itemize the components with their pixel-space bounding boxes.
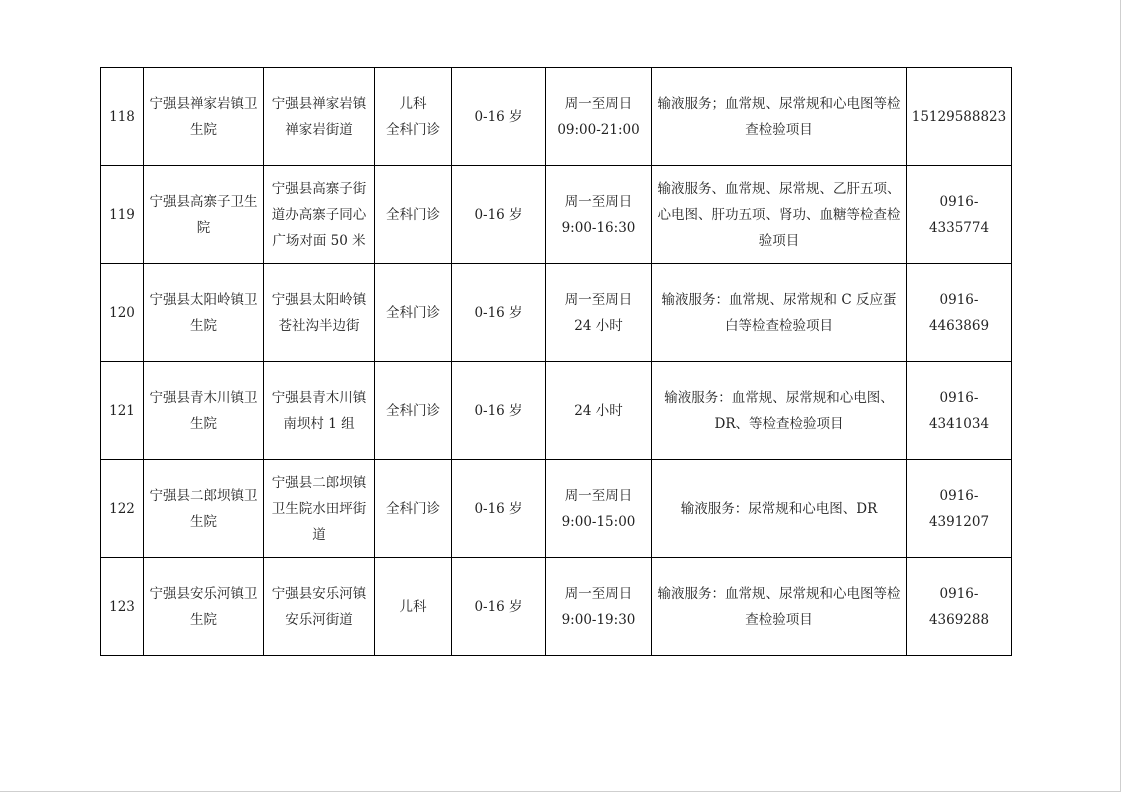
row-number-cell (101, 460, 144, 558)
department-cell (375, 362, 452, 460)
clinic-address: 宁强县青木川镇南坝村 1 组 (271, 389, 367, 432)
department: 儿科 全科门诊 (386, 95, 440, 138)
department-cell (375, 460, 452, 558)
age-range: 0-16 岁 (474, 402, 523, 419)
clinic-name-cell (144, 558, 264, 656)
phone-number: 0916-4341034 (928, 389, 990, 432)
opening-hours: 周一至周日 9:00-19:30 (561, 585, 636, 628)
age-range-cell (452, 68, 546, 166)
row-number: 119 (109, 206, 135, 223)
row-number-cell (101, 166, 144, 264)
department: 全科门诊 (386, 304, 440, 321)
services: 输液服务：尿常规和心电图、DR (680, 500, 878, 517)
services-cell (652, 558, 907, 656)
phone-number-cell (907, 166, 1012, 264)
department-cell (375, 558, 452, 656)
services-cell (652, 362, 907, 460)
clinic-name: 宁强县太阳岭镇卫生院 (149, 291, 258, 334)
opening-hours-cell (546, 166, 652, 264)
department: 全科门诊 (386, 206, 440, 223)
table-row (101, 166, 1012, 264)
clinic-address-cell (264, 264, 375, 362)
age-range: 0-16 岁 (474, 598, 523, 615)
clinic-name: 宁强县高寨子卫生院 (149, 193, 258, 236)
phone-number: 0916-4463869 (928, 291, 990, 334)
clinic-address: 宁强县太阳岭镇苍社沟半边街 (271, 291, 367, 334)
age-range-cell (452, 558, 546, 656)
row-number-cell (101, 68, 144, 166)
clinic-name-cell (144, 460, 264, 558)
clinic-address-cell (264, 166, 375, 264)
services-cell (652, 264, 907, 362)
clinic-address-cell (264, 558, 375, 656)
clinic-name: 宁强县安乐河镇卫生院 (149, 585, 258, 628)
phone-number-cell (907, 558, 1012, 656)
opening-hours: 周一至周日 9:00-15:00 (561, 487, 636, 530)
clinic-address: 宁强县高寨子街道办高寨子同心广场对面 50 米 (271, 180, 367, 249)
age-range: 0-16 岁 (474, 500, 523, 517)
clinic-name: 宁强县禅家岩镇卫生院 (149, 95, 258, 138)
services: 输液服务；血常规、尿常规和心电图等检查检验项目 (657, 95, 901, 138)
opening-hours-cell (546, 460, 652, 558)
clinic-name-cell (144, 264, 264, 362)
age-range: 0-16 岁 (474, 304, 523, 321)
age-range-cell (452, 166, 546, 264)
services: 输液服务：血常规、尿常规和心电图等检查检验项目 (657, 585, 901, 628)
opening-hours: 周一至周日 24 小时 (564, 291, 633, 334)
opening-hours: 周一至周日 9:00-16:30 (561, 193, 636, 236)
row-number-cell (101, 362, 144, 460)
table-row (101, 460, 1012, 558)
row-number: 120 (109, 304, 135, 321)
phone-number-cell (907, 362, 1012, 460)
table-body (101, 68, 1012, 656)
phone-number-cell (907, 460, 1012, 558)
opening-hours-cell (546, 68, 652, 166)
opening-hours-cell (546, 558, 652, 656)
phone-number-cell (907, 68, 1012, 166)
table-row (101, 264, 1012, 362)
row-number-cell (101, 558, 144, 656)
age-range: 0-16 岁 (474, 108, 523, 125)
table-row (101, 68, 1012, 166)
department-cell (375, 264, 452, 362)
clinic-table (100, 67, 1012, 656)
clinic-address: 宁强县禅家岩镇禅家岩街道 (271, 95, 367, 138)
clinic-name-cell (144, 362, 264, 460)
clinic-name-cell (144, 68, 264, 166)
row-number-cell (101, 264, 144, 362)
opening-hours: 周一至周日 09:00-21:00 (557, 95, 640, 138)
department-cell (375, 166, 452, 264)
opening-hours-cell (546, 264, 652, 362)
services-cell (652, 68, 907, 166)
clinic-address: 宁强县安乐河镇安乐河街道 (271, 585, 367, 628)
table-row (101, 558, 1012, 656)
age-range-cell (452, 460, 546, 558)
opening-hours-cell (546, 362, 652, 460)
row-number: 123 (109, 598, 135, 615)
services: 输液服务：血常规、尿常规和 C 反应蛋白等检查检验项目 (661, 291, 897, 334)
clinic-name-cell (144, 166, 264, 264)
services-cell (652, 166, 907, 264)
department: 全科门诊 (386, 402, 440, 419)
clinic-name: 宁强县青木川镇卫生院 (149, 389, 258, 432)
department-cell (375, 68, 452, 166)
row-number: 122 (109, 500, 135, 517)
services: 输液服务：血常规、尿常规和心电图、DR、等检查检验项目 (664, 389, 894, 432)
clinic-address: 宁强县二郎坝镇卫生院水田坪街道 (271, 474, 367, 543)
row-number: 121 (109, 402, 135, 419)
age-range-cell (452, 264, 546, 362)
clinic-name: 宁强县二郎坝镇卫生院 (149, 487, 258, 530)
department: 全科门诊 (386, 500, 440, 517)
opening-hours: 24 小时 (574, 402, 623, 419)
clinic-address-cell (264, 460, 375, 558)
phone-number: 0916-4391207 (928, 487, 990, 530)
row-number: 118 (109, 108, 135, 125)
age-range-cell (452, 362, 546, 460)
clinic-address-cell (264, 362, 375, 460)
department: 儿科 (399, 598, 427, 615)
phone-number: 0916-4369288 (928, 585, 990, 628)
phone-number: 15129588823 (911, 108, 1007, 125)
clinic-address-cell (264, 68, 375, 166)
table-row (101, 362, 1012, 460)
services-cell (652, 460, 907, 558)
services: 输液服务、血常规、尿常规、乙肝五项、心电图、肝功五项、肾功、血糖等检查检验项目 (657, 180, 901, 249)
age-range: 0-16 岁 (474, 206, 523, 223)
phone-number: 0916-4335774 (928, 193, 990, 236)
phone-number-cell (907, 264, 1012, 362)
